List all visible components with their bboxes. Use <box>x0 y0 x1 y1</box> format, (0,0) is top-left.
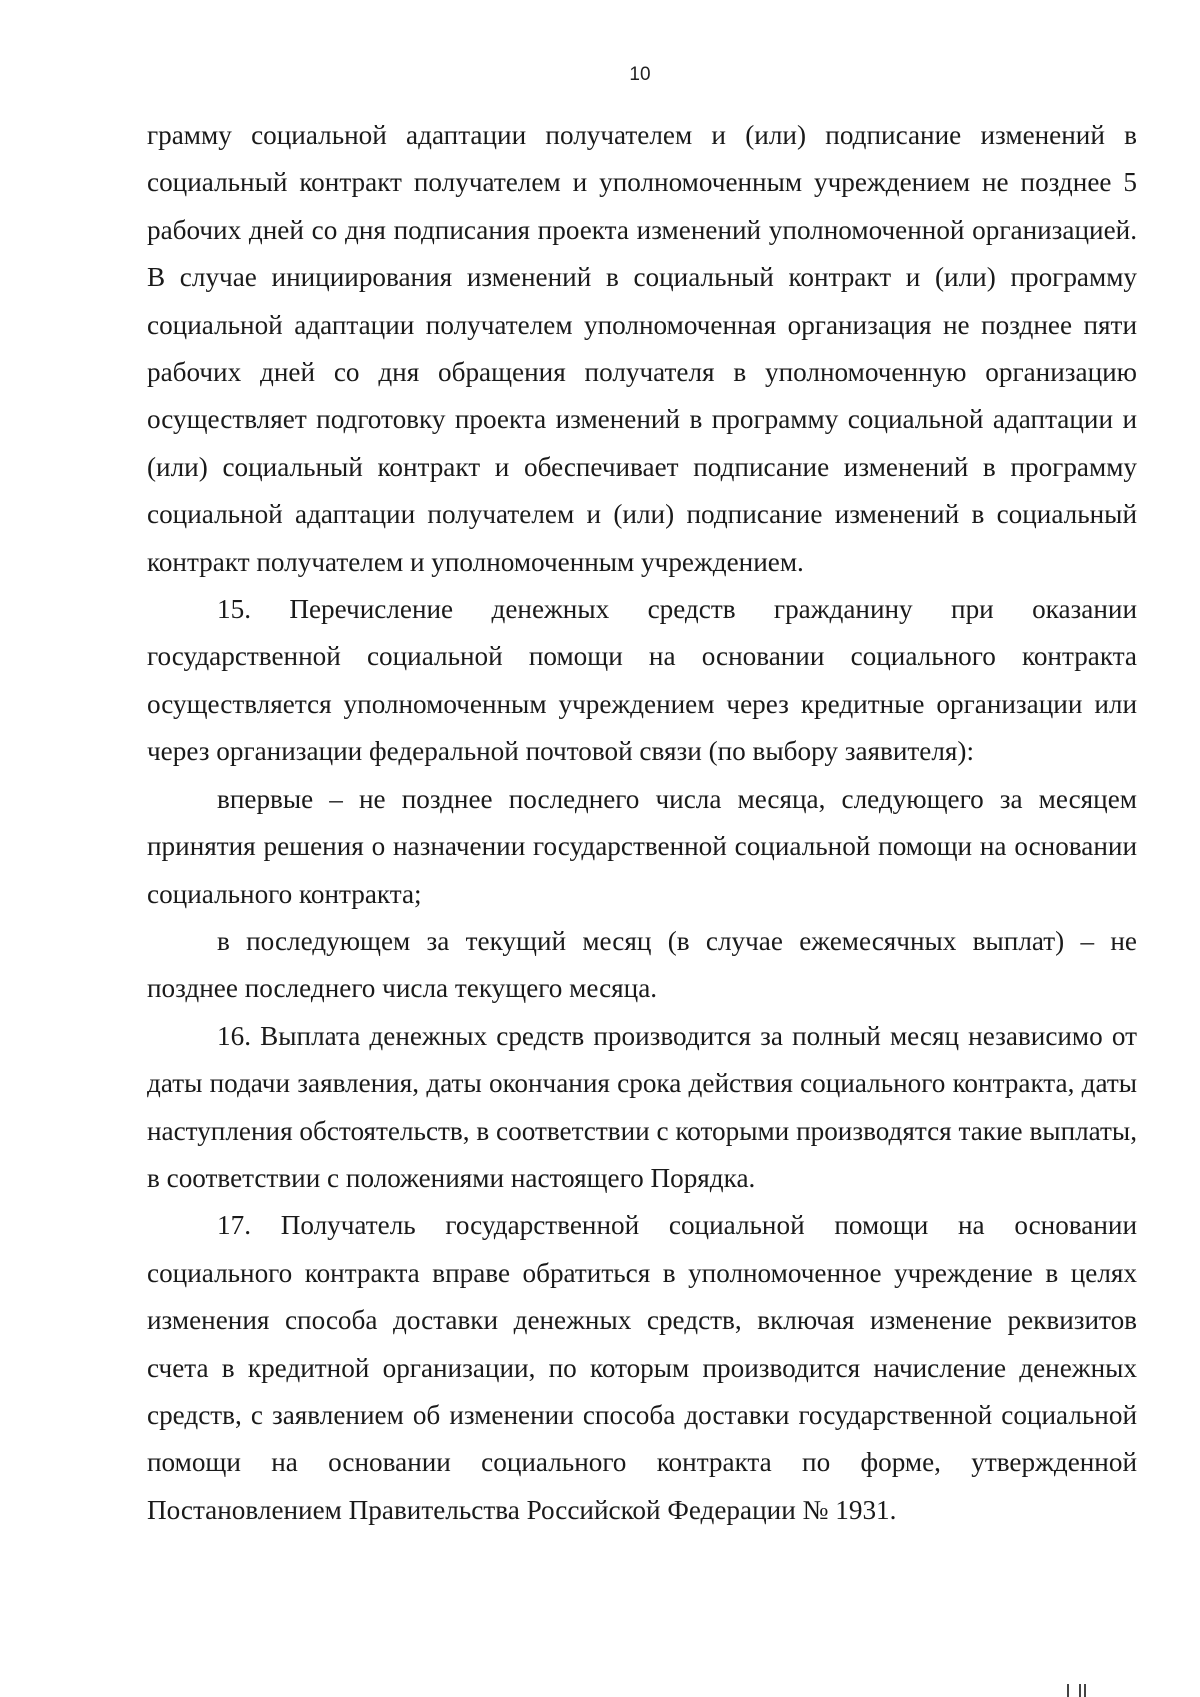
paragraph-continuation: грамму социальной адаптации получателем и (или) подписание изменений в социальный контракт получателем и уполномоченным учреждением не позднее 5 рабочих дней со дня подписания проекта изменений уполномоченной организацией. В случае инициирования изменений в социальный контракт и (или) программу социальной адаптации получателем уполномоченная организация не позднее пяти рабочих дней со дня обращения получателя в уполномоченную организацию осуществляет подготовку проекта изменений в программу социальной адаптации и (или) социальный контракт и обеспечивает подписание изменений в программу социальной адаптации получателем и (или) подписание изменений в социальный контракт получателем и уполномоченным учреждением. <box>147 120 1137 577</box>
paragraph-item-15-subsequent-payment: в последующем за текущий месяц (в случае ежемесячных выплат) – не позднее последнего числа текущего месяца. <box>147 925 1137 1004</box>
scan-mark <box>1079 1684 1081 1697</box>
paragraph-item-16: 16. Выплата денежных средств производится за полный месяц независимо от даты подачи заявления, даты окончания срока действия социального контракта, даты наступления обстоятельств, в соответствии с которыми производятся такие выплаты, в соответствии с положениями настоящего Порядка. <box>147 1020 1137 1193</box>
document-body <box>147 112 1137 1534</box>
paragraph-item-15-first-payment: впервые – не позднее последнего числа месяца, следующего за месяцем принятия решения о назначении государственной социальной помощи на основании социального контракта; <box>147 783 1137 909</box>
paragraph-item-17: 17. Получатель государственной социальной помощи на основании социального контракта вправе обратиться в уполномоченное учреждение в целях изменения способа доставки денежных средств, включая изменение реквизитов счета в кредитной организации, по которым производится начисление денежных средств, с заявлением об изменении способа доставки государственной социальной помощи на основании социального контракта по форме, утвержденной Постановлением Правительства Российской Федерации № 1931. <box>147 1210 1137 1525</box>
scan-mark <box>1084 1684 1086 1697</box>
paragraph-item-15: 15. Перечисление денежных средств гражданину при оказании государственной социальной помощи на основании социального контракта осуществляется уполномоченным учреждением через кредитные организации или через организации федеральной почтовой связи (по выбору заявителя): <box>147 594 1137 767</box>
scan-edge-marks <box>1065 1684 1095 1697</box>
page-number: 10 <box>629 64 651 85</box>
scan-mark <box>1067 1684 1069 1697</box>
